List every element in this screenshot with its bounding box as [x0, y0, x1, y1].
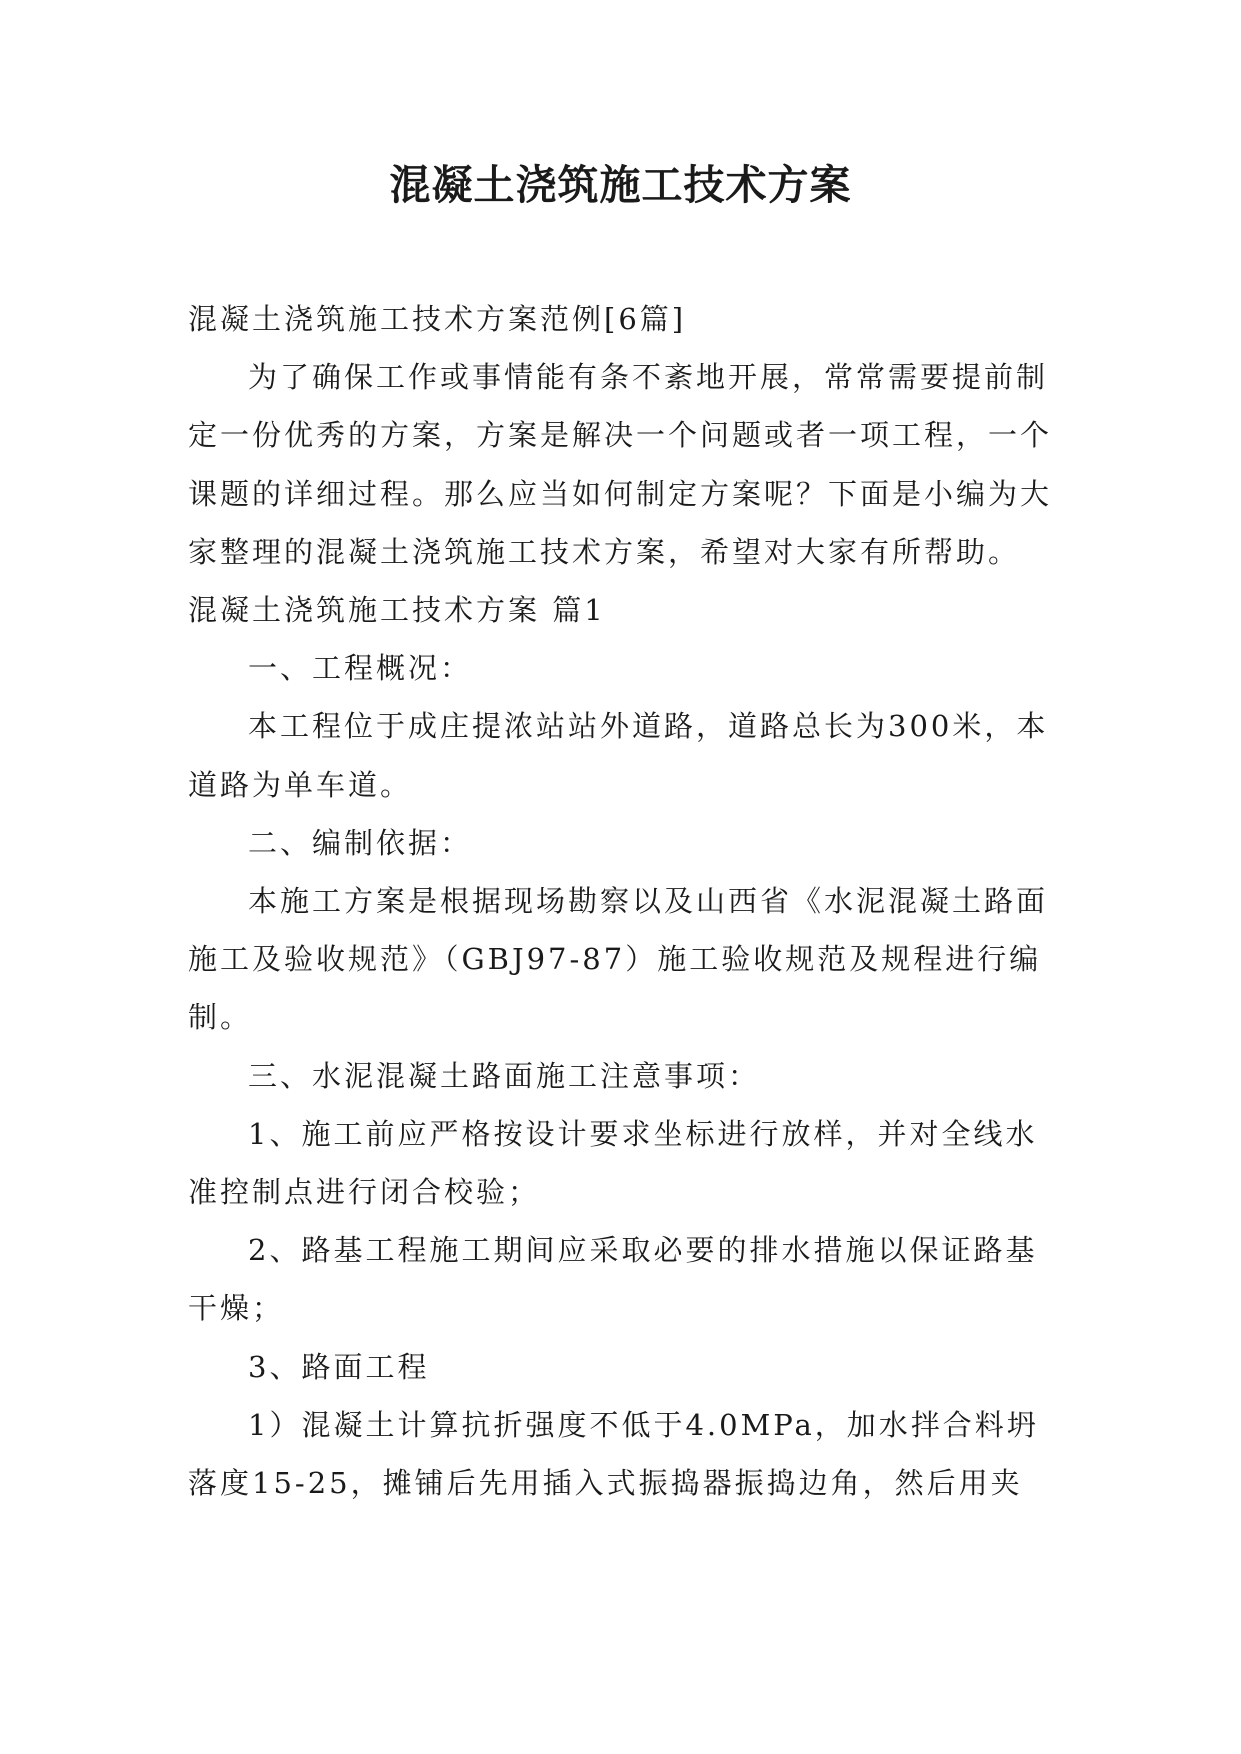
paragraph: 2、路基工程施工期间应采取必要的排水措施以保证路基干燥；: [188, 1233, 1038, 1326]
document-body: [188, 290, 1058, 1512]
paragraph: 为了确保工作或事情能有条不紊地开展，常常需要提前制定一份优秀的方案，方案是解决一个问题或者一项工程，一个课题的详细过程。那么应当如何制定方案呢？下面是小编为大家整理的混凝土浇筑施工技术方案，希望对大家有所帮助。: [188, 360, 1053, 569]
paragraph: 1）混凝土计算抗折强度不低于4.0MPa，加水拌合料坍落度15-25，摊铺后先用插入式振捣器振捣边角，然后用夹: [188, 1407, 1039, 1501]
paragraph: 二、编制依据：: [248, 825, 473, 860]
paragraph: 混凝土浇筑施工技术方案 篇1: [188, 593, 606, 628]
paragraph: 一、工程概况：: [248, 651, 473, 686]
paragraph: 本工程位于成庄提浓站站外道路，道路总长为300米，本道路为单车道。: [188, 709, 1049, 802]
document-title: 混凝土浇筑施工技术方案: [389, 161, 852, 209]
paragraph: 三、水泥混凝土路面施工注意事项：: [248, 1058, 761, 1093]
paragraph: 混凝土浇筑施工技术方案范例[6篇]: [188, 302, 687, 336]
paragraph: 1、施工前应严格按设计要求坐标进行放样，并对全线水准控制点进行闭合校验；: [188, 1116, 1038, 1210]
paragraph: 3、路面工程: [248, 1349, 430, 1384]
paragraph: 本施工方案是根据现场勘察以及山西省《水泥混凝土路面施工及验收规范》（GBJ97-87）施工验收规范及规程进行编制。: [188, 884, 1049, 1035]
